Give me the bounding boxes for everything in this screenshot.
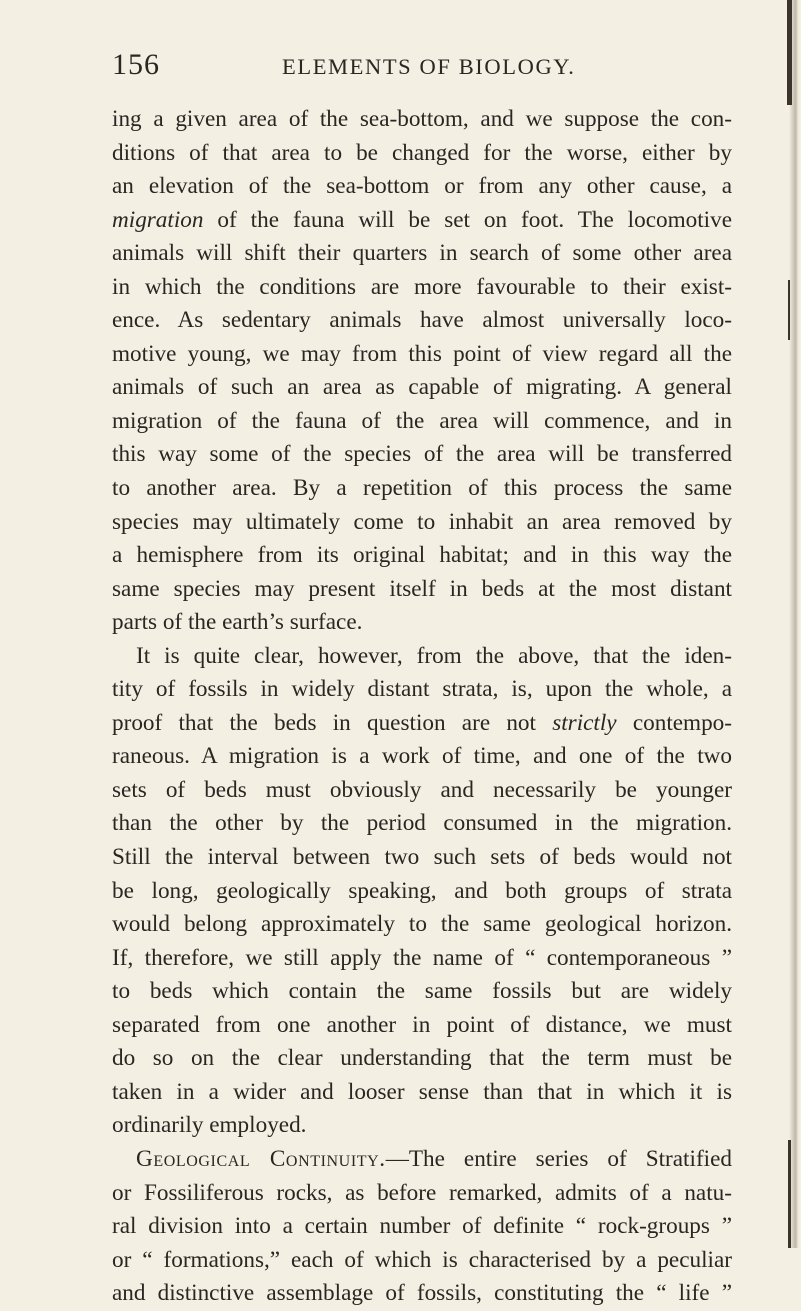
running-title: ELEMENTS OF BIOLOGY. bbox=[282, 54, 576, 79]
section-heading: Geological Continuity. bbox=[136, 1145, 386, 1172]
text-line: migration of the fauna of the area will commence, and in bbox=[112, 407, 732, 434]
text-line: an elevation of the sea-bottom or from any other cause, a bbox=[112, 173, 732, 200]
text-line: motive young, we may from this point of view regard all the bbox=[112, 340, 732, 367]
text-line: ral division into a certain number of definite “ rock-groups ” bbox=[112, 1213, 732, 1240]
italic-term: strictly bbox=[552, 709, 617, 736]
text-line: parts of the earth’s surface. bbox=[112, 609, 363, 636]
text-line: this way some of the species of the area will be transferred bbox=[112, 441, 732, 468]
text-line: migration of the fauna will be set on foot. The locomotive bbox=[112, 206, 732, 233]
text-line: or Fossiliferous rocks, as before remarked, admits of a natu- bbox=[112, 1179, 732, 1206]
text-line: separated from one another in point of distance, we must bbox=[112, 1011, 732, 1038]
text-line: do so on the clear understanding that the term must be bbox=[112, 1045, 732, 1072]
text-line: Geological Continuity.—The entire series of Stratified bbox=[136, 1145, 732, 1172]
text-line: or “ formations,” each of which is characterised by a peculiar bbox=[112, 1246, 732, 1273]
text-line: ordinarily employed. bbox=[112, 1112, 307, 1139]
text-line: ing a given area of the sea-bottom, and we suppose the con- bbox=[112, 106, 732, 132]
text-line: It is quite clear, however, from the above, that the iden- bbox=[136, 642, 732, 669]
text-line: raneous. A migration is a work of time, and one of the two bbox=[112, 743, 732, 770]
text-line: be long, geologically speaking, and both groups of strata bbox=[112, 877, 732, 904]
text-line: and distinctive assemblage of fossils, constituting the “ life ” bbox=[112, 1280, 732, 1307]
text-line: than the other by the period consumed in the migration. bbox=[112, 810, 732, 837]
text-line: in which the conditions are more favourable to their exist- bbox=[112, 273, 732, 300]
page-edge-shadow bbox=[789, 0, 801, 1248]
page-number: 156 bbox=[112, 48, 160, 81]
text-line: a hemisphere from its original habitat; and in this way the bbox=[112, 542, 732, 569]
text-line: proof that the beds in question are not strictly contempo- bbox=[112, 709, 732, 736]
text-line: same species may present itself in beds at the most distant bbox=[112, 575, 732, 602]
text-line: If, therefore, we still apply the name of “ contemporaneous ” bbox=[112, 944, 732, 971]
body-text bbox=[112, 103, 732, 1311]
text-line: animals will shift their quarters in search of some other area bbox=[112, 240, 732, 267]
text-line: would belong approximately to the same geological horizon. bbox=[112, 911, 732, 938]
text-line: ence. As sedentary animals have almost universally loco- bbox=[112, 307, 732, 334]
text-line: to another area. By a repetition of this process the same bbox=[112, 475, 732, 502]
page-header bbox=[112, 48, 736, 84]
text-line: to beds which contain the same fossils but are widely bbox=[112, 978, 732, 1005]
text-line: Still the interval between two such sets of beds would not bbox=[112, 844, 732, 871]
page-edge-mark bbox=[788, 1140, 791, 1248]
text-line: sets of beds must obviously and necessarily be younger bbox=[112, 776, 732, 803]
text-line: animals of such an area as capable of migrating. A general bbox=[112, 374, 732, 401]
text-line: tity of fossils in widely distant strata, is, upon the whole, a bbox=[112, 676, 732, 703]
text-line: species may ultimately come to inhabit an area removed by bbox=[112, 508, 732, 535]
italic-term: migration bbox=[112, 206, 204, 233]
text-line: ditions of that area to be changed for the worse, either by bbox=[112, 139, 732, 166]
page-edge-mark bbox=[787, 0, 792, 105]
page-edge-mark bbox=[788, 280, 790, 340]
text-line: taken in a wider and looser sense than that in which it is bbox=[112, 1078, 732, 1105]
